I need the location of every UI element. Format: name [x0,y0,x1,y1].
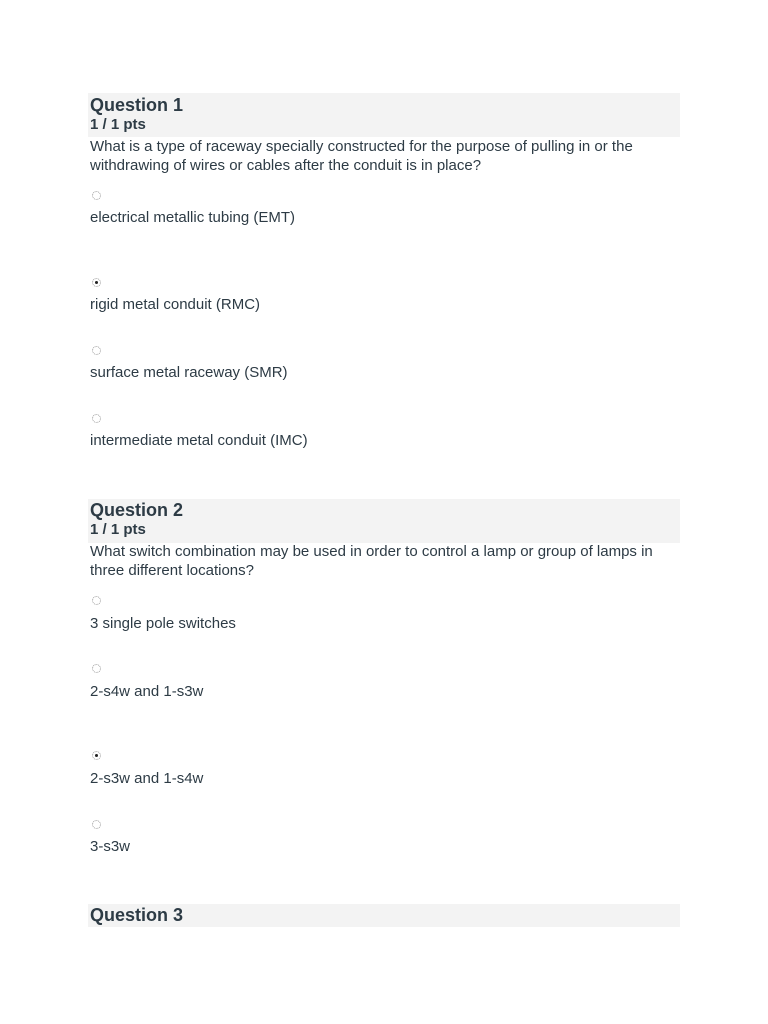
q2-answer-2-radio[interactable] [92,664,101,673]
q1-answer-1-label[interactable]: electrical metallic tubing (EMT) [90,209,296,226]
q2-answer-1-radio[interactable] [92,596,101,605]
q2-answer-4-label[interactable]: 3-s3w [90,838,131,855]
question-2-title: Question 2 [90,500,184,520]
question-2-text: What switch combination may be used in order to control a lamp or group of lamps in three different locations? [90,543,653,579]
q1-answer-3-radio[interactable] [92,346,101,355]
q2-answer-2-label[interactable]: 2-s4w and 1-s3w [90,683,204,700]
question-1-header [88,93,680,137]
question-2-points: 1 / 1 pts [90,521,146,538]
q2-answer-3-radio[interactable] [92,751,101,760]
question-3-title: Question 3 [90,905,184,925]
q1-answer-4-label[interactable]: intermediate metal conduit (IMC) [90,432,308,449]
question-1-points: 1 / 1 pts [90,116,146,133]
question-1-text: What is a type of raceway specially constructed for the purpose of pulling in or the withdrawing of wires or cables after the conduit is in place? [90,138,633,174]
question-2-header [88,499,680,543]
q1-answer-2-radio[interactable] [92,278,101,287]
q1-answer-3-label[interactable]: surface metal raceway (SMR) [90,364,288,381]
q1-answer-4-radio[interactable] [92,414,101,423]
q2-answer-3-label[interactable]: 2-s3w and 1-s4w [90,770,204,787]
q1-answer-2-label[interactable]: rigid metal conduit (RMC) [90,296,261,313]
question-1-title: Question 1 [90,95,184,115]
question-3-header [88,904,680,927]
q2-answer-4-radio[interactable] [92,820,101,829]
q1-answer-1-radio[interactable] [92,191,101,200]
q2-answer-1-label[interactable]: 3 single pole switches [90,615,236,632]
